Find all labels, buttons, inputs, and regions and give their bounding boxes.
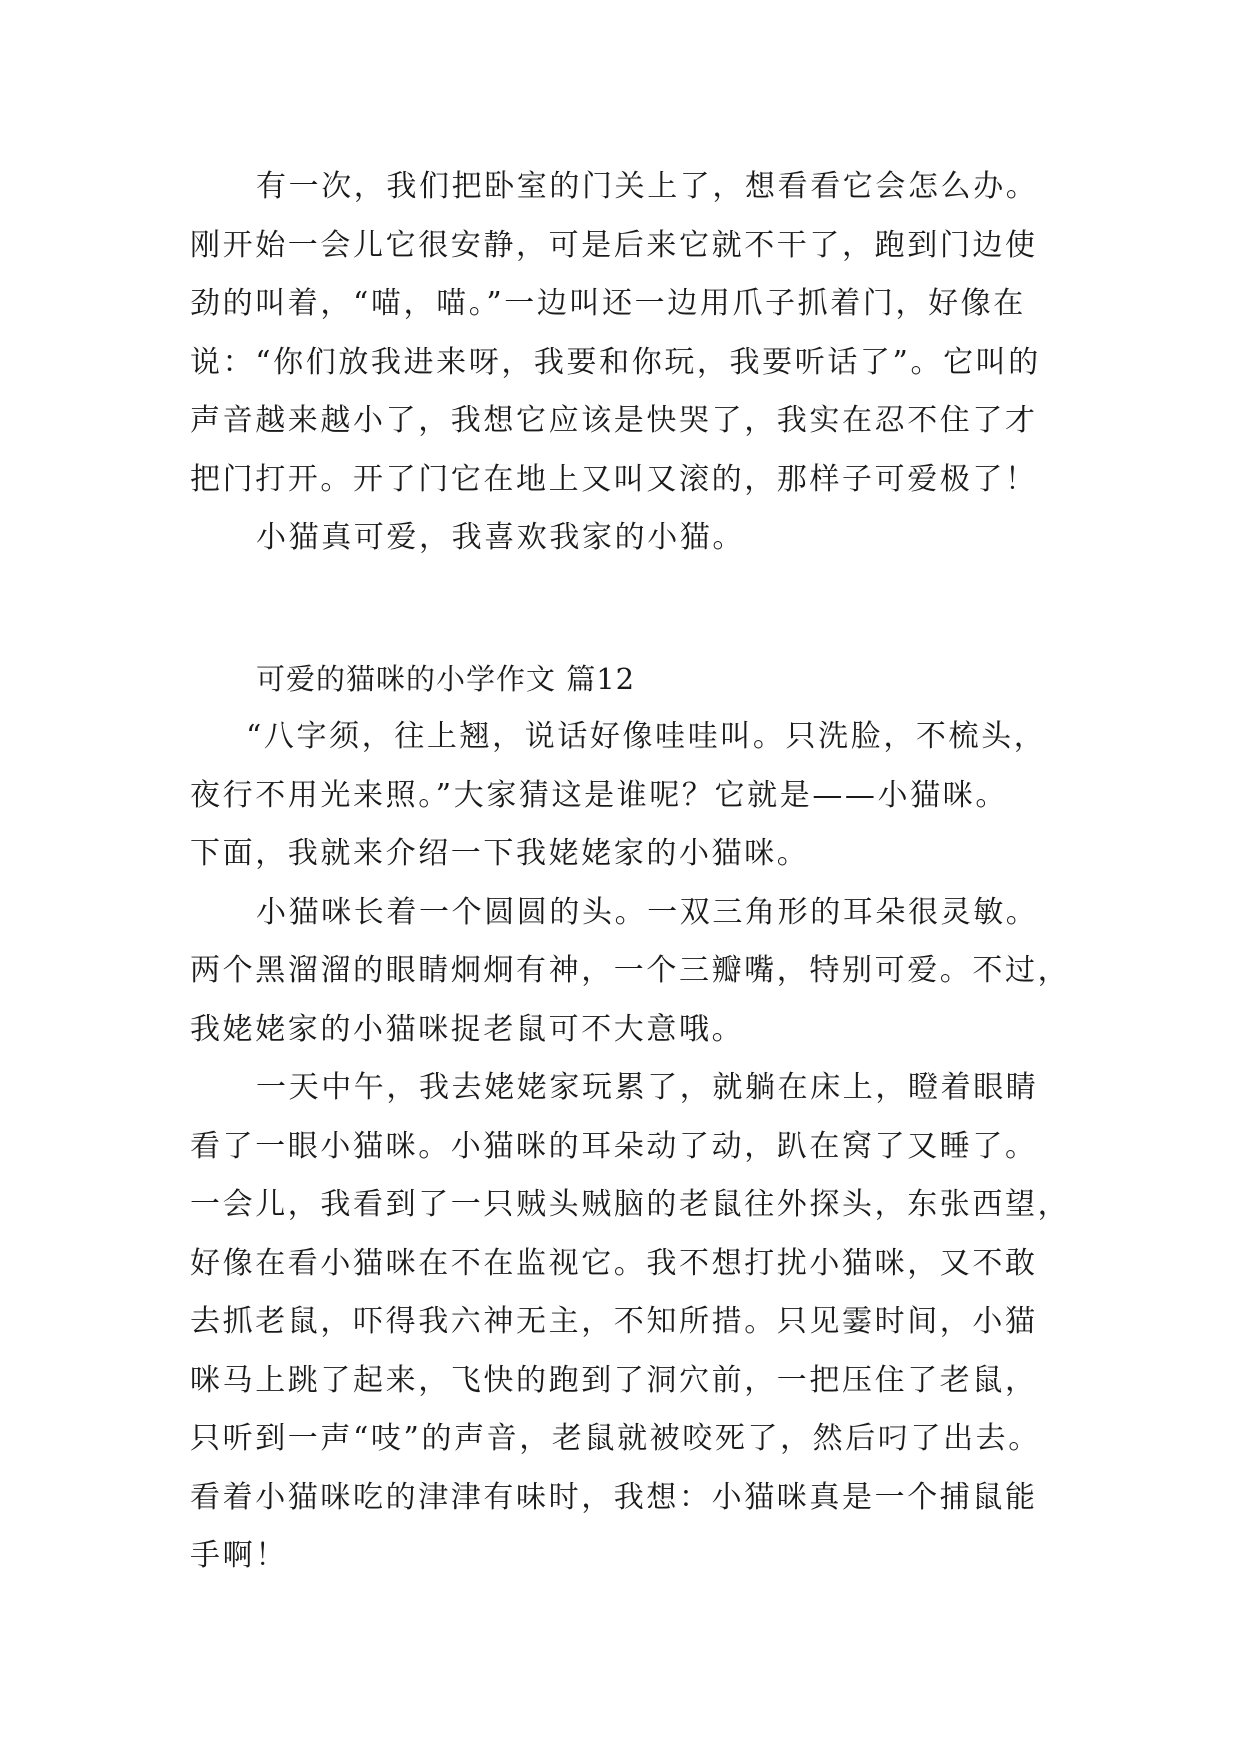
paragraph [190, 509, 1070, 568]
text-line: 我姥姥家的小猫咪捉老鼠可不大意哦。 [190, 1011, 745, 1047]
text-line: 去抓老鼠，吓得我六神无主，不知所措。只见霎时间，小猫 [190, 1304, 1038, 1339]
text-line: 有一次，我们把卧室的门关上了，想看看它会怎么办。 [256, 169, 1039, 204]
text-line: 手啊！ [190, 1538, 288, 1573]
text-line: 好像在看小猫咪在不在监视它。我不想打扰小猫咪，又不敢 [190, 1245, 1038, 1281]
text-line: 把门打开。开了门它在地上又叫又滚的，那样子可爱极了！ [190, 461, 1038, 497]
text-line: 只听到一声“吱”的声音，老鼠就被咬死了，然后叼了出去。 [190, 1421, 1041, 1456]
text-line: “八字须，往上翘，说话好像哇哇叫。只洗脸，不梳头， [246, 719, 1047, 754]
text-line: 咪马上跳了起来，飞快的跑到了洞穴前，一把压住了老鼠， [190, 1362, 1038, 1398]
text-line: 小猫咪长着一个圆圆的头。一双三角形的耳朵很灵敏。 [256, 894, 1039, 930]
text-line: 小猫真可爱，我喜欢我家的小猫。 [256, 520, 745, 555]
text-line: 说：“你们放我进来呀，我要和你玩，我要听话了”。它叫的 [190, 344, 1041, 380]
text-line: 声音越来越小了，我想它应该是快哭了，我实在忍不住了才 [190, 403, 1038, 438]
text-line: 看着小猫咪吃的津津有味时，我想：小猫咪真是一个捕鼠能 [190, 1479, 1038, 1515]
text-line: 一天中午，我去姥姥家玩累了，就躺在床上，瞪着眼睛 [256, 1070, 1039, 1105]
text-line: 下面，我就来介绍一下我姥姥家的小猫咪。 [190, 836, 810, 871]
paragraph [190, 708, 1070, 884]
text-line: 夜行不用光来照。”大家猜这是谁呢？它就是——小猫咪。 [190, 777, 1008, 813]
text-line: 两个黑溜溜的眼睛炯炯有神，一个三瓣嘴，特别可爱。不过， [190, 953, 1071, 988]
document-page [190, 158, 1070, 1586]
paragraph [190, 884, 1070, 1060]
text-line: 一会儿，我看到了一只贼头贼脑的老鼠往外探头，东张西望， [190, 1187, 1071, 1222]
text-line: 劲的叫着，“喵，喵。”一边叫还一边用爪子抓着门，好像在 [190, 286, 1026, 321]
text-line: 看了一眼小猫咪。小猫咪的耳朵动了动，趴在窝了又睡了。 [190, 1128, 1038, 1164]
section-heading: 可爱的猫咪的小学作文 篇12 [256, 661, 636, 696]
section-gap [190, 568, 1070, 650]
text-line: 刚开始一会儿它很安静，可是后来它就不干了，跑到门边使 [190, 227, 1038, 263]
paragraph [190, 158, 1070, 509]
paragraph [190, 1059, 1070, 1586]
